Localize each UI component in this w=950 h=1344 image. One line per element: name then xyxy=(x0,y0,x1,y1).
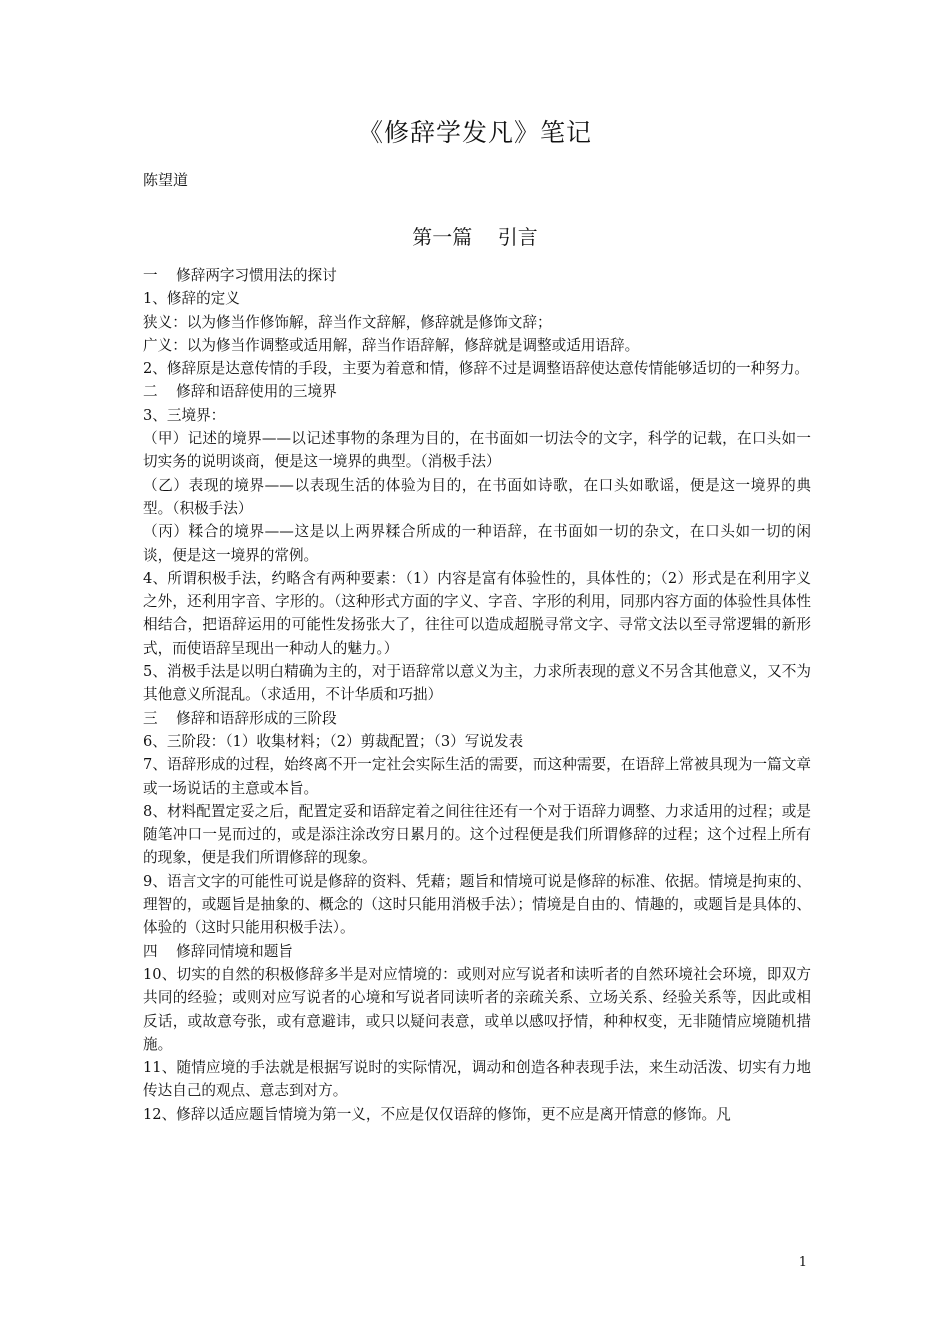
paragraph: 4、所谓积极手法，约略含有两种要素：（1）内容是富有体验性的，具体性的；（2）形式是在利用字义之外，还利用字音、字形的。（这种形式方面的字义、字音、字形的利用，同那内容方面的体验性具体性相结合，把语辞运用的可能性发扬张大了，往往可以造成超脱寻常文字、寻常文法以至寻常逻辑的新形式，而使语辞呈现出一种动人的魅力。） xyxy=(143,569,811,657)
paragraph: 6、三阶段：（1）收集材料；（2）剪裁配置；（3）写说发表 xyxy=(143,732,524,750)
paragraph: 1、修辞的定义 xyxy=(143,290,240,308)
paragraph: 狭义：以为修当作修饰解，辞当作文辞解，修辞就是修饰文辞； xyxy=(143,313,552,331)
paragraph: （乙）表现的境界——以表现生活的体验为目的，在书面如诗歌，在口头如歌谣，便是这一境界的典型。（积极手法） xyxy=(143,476,811,517)
paragraph: 10、切实的自然的积极修辞多半是对应情境的：或则对应写说者和读听者的自然环境社会环境，即双方共同的经验；或则对应写说者的心境和写说者同读听者的亲疏关系、立场关系、经验关系等，因此或相反话，或故意夸张，或有意避讳，或只以疑问表意，或单以感叹抒情，种种权变，无非随情应境随机措施。 xyxy=(143,965,811,1053)
paragraph: （丙）糅合的境界——这是以上两界糅合所成的一种语辞，在书面如一切的杂文，在口头如一切的闲谈，便是这一境界的常例。 xyxy=(143,523,811,564)
author-name: 陈望道 xyxy=(143,171,189,189)
paragraph: 2、修辞原是达意传情的手段，主要为着意和情，修辞不过是调整语辞使达意传情能够适切的一种努力。 xyxy=(143,360,810,378)
section-heading: 一 修辞两字习惯用法的探讨 xyxy=(143,267,337,284)
paragraph: 广义：以为修当作调整或适用解，辞当作语辞解，修辞就是调整或适用语辞。 xyxy=(143,336,640,354)
paragraph: 5、消极手法是以明白精确为主的，对于语辞常以意义为主，力求所表现的意义不另含其他意义，又不为其他意义所混乱。（求适用，不计华质和巧拙） xyxy=(143,663,811,704)
paragraph: 12、修辞以适应题旨情境为第一义，不应是仅仅语辞的修饰，更不应是离开情意的修饰。凡 xyxy=(143,1105,731,1123)
document-title: 《修辞学发凡》笔记 xyxy=(357,118,592,147)
document-body xyxy=(143,264,811,1126)
paragraph: 7、语辞形成的过程，始终离不开一定社会实际生活的需要，而这种需要，在语辞上常被具现为一篇文章或一场说话的主意或本旨。 xyxy=(143,756,811,797)
paragraph: （甲）记述的境界——以记述事物的条理为目的，在书面如一切法令的文字，科学的记载，在口头如一切实务的说明谈商，便是这一境界的典型。（消极手法） xyxy=(143,430,811,471)
chapter-title: 第一篇 引言 xyxy=(412,225,538,249)
paragraph: 3、三境界： xyxy=(143,406,226,424)
section-heading: 三 修辞和语辞形成的三阶段 xyxy=(143,709,337,727)
section-heading: 二 修辞和语辞使用的三境界 xyxy=(143,383,337,401)
paragraph: 8、材料配置定妥之后，配置定妥和语辞定着之间往往还有一个对于语辞力调整、力求适用的过程；或是随笔冲口一晃而过的，或是添注涂改穷日累月的。这个过程便是我们所谓修辞的过程；这个过程上所有的现象，便是我们所谓修辞的现象。 xyxy=(143,802,811,867)
section-heading: 四 修辞同情境和题旨 xyxy=(143,942,293,960)
paragraph: 9、语言文字的可能性可说是修辞的资料、凭藉；题旨和情境可说是修辞的标准、依据。情境是拘束的、理智的，或题旨是抽象的、概念的（这时只能用消极手法）；情境是自由的、情趣的，或题旨是具体的、体验的（这时只能用积极手法）。 xyxy=(143,872,811,937)
page-number: 1 xyxy=(798,1255,807,1270)
paragraph: 11、随情应境的手法就是根据写说时的实际情况，调动和创造各种表现手法，来生动活泼、切实有力地传达自己的观点、意志到对方。 xyxy=(143,1059,811,1100)
